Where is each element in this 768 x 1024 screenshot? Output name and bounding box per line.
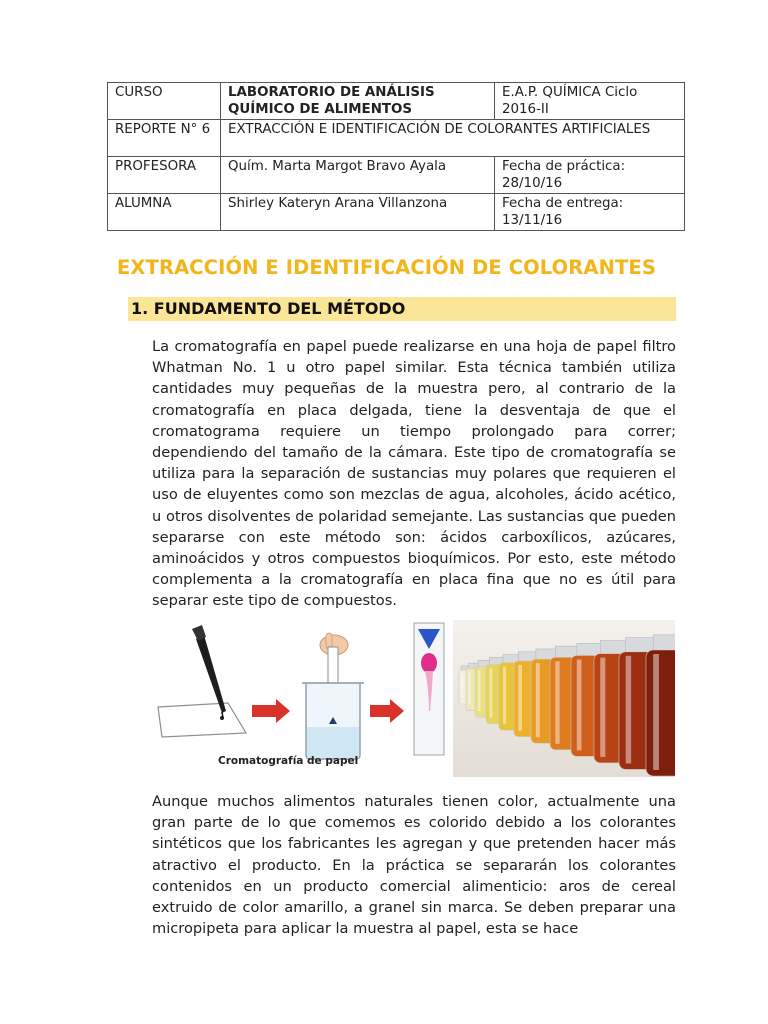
school-cycle: E.A.P. QUÍMICA Ciclo 2016-II	[495, 83, 685, 120]
beaker-icon	[302, 683, 364, 759]
section-title: 1. FUNDAMENTO DEL MÉTODO	[131, 299, 406, 318]
label-curso: CURSO	[108, 83, 221, 120]
chromatogram-strip	[414, 623, 444, 755]
chromatography-figure	[152, 619, 676, 777]
paper-chromatography-illustration	[152, 619, 452, 777]
student-name: Shirley Kateryn Arana Villanzona	[221, 194, 495, 231]
header-table	[107, 82, 685, 231]
label-profesora: PROFESORA	[108, 157, 221, 194]
label-reporte: REPORTE N° 6	[108, 120, 221, 157]
arrow-icon	[370, 699, 404, 723]
paper-sheet	[158, 703, 246, 737]
document-title: EXTRACCIÓN E IDENTIFICACIÓN DE COLORANTES	[117, 256, 656, 279]
professor-name: Quím. Marta Margot Bravo Ayala	[221, 157, 495, 194]
table-row	[108, 194, 685, 231]
table-row	[108, 120, 685, 157]
vial	[646, 635, 675, 776]
label-alumna: ALUMNA	[108, 194, 221, 231]
practice-date: Fecha de práctica: 28/10/16	[495, 157, 685, 194]
table-row	[108, 83, 685, 120]
arrow-icon	[252, 699, 290, 723]
figure-caption: Cromatografía de papel	[218, 755, 359, 767]
course-name: LABORATORIO DE ANÁLISIS QUÍMICO DE ALIMENTOS	[221, 83, 495, 120]
dye-vials-photo	[453, 620, 675, 777]
paragraph-fundamento: La cromatografía en papel puede realizarse en una hoja de papel filtro Whatman No. 1 u otro papel similar. Esta técnica también utiliza cantidades muy pequeñas de la muestra pero, al contrario de la cromatografía en placa delgada, tiene la desventaja de que el cromatograma requiere un tiempo prolongado para correr; dependiendo del tamaño de la cámara. Este tipo de cromatografía se utiliza para la separación de sustancias muy polares que requieren el uso de eluyentes como son mezclas de agua, alcoholes, ácido acético, u otros disolventes de polaridad semejante. Las sustancias que pueden separarse con este método son: ácidos carboxílicos, azúcares, aminoácidos y otros compuestos bioquímicos. Por esto, este método complementa a la cromatografía en placa fina que no es útil para separar este tipo de compuestos.	[152, 338, 676, 610]
table-row	[108, 157, 685, 194]
paragraph-colorantes: Aunque muchos alimentos naturales tienen color, actualmente una gran parte de lo que comemos es colorido debido a los colorantes sintéticos que los fabricantes les agregan y que pretenden hacer más atractivo el producto. En la práctica se separarán los colorantes contenidos en un producto comercial alimenticio: aros de cereal extruido de color amarillo, a granel sin marca. Se deben preparar una micropipeta para aplicar la muestra al papel, esta se hace	[152, 793, 676, 938]
report-title: EXTRACCIÓN E IDENTIFICACIÓN DE COLORANTES ARTIFICIALES	[221, 120, 685, 157]
delivery-date: Fecha de entrega: 13/11/16	[495, 194, 685, 231]
